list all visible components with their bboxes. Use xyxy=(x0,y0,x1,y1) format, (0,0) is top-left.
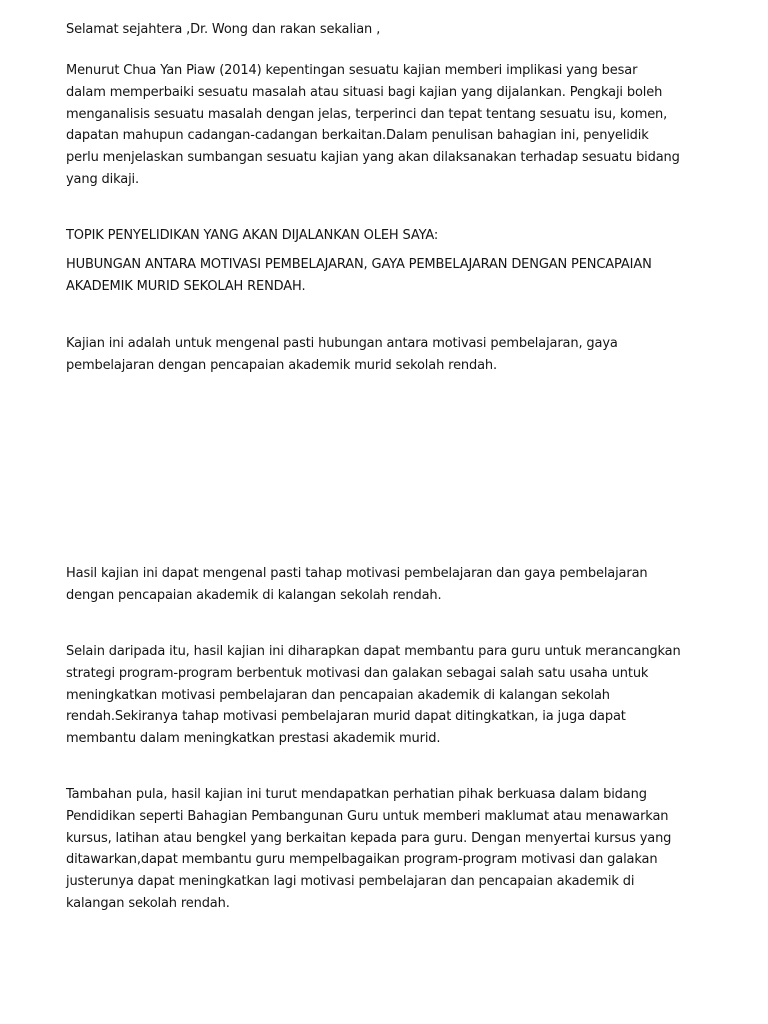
greeting-line: Selamat sejahtera ,Dr. Wong dan rakan sekalian ‚ xyxy=(66,22,381,37)
intro-line: yang dikaji. xyxy=(66,171,139,187)
findings-line: dengan pencapaian akademik di kalangan sekolah rendah. xyxy=(66,587,442,603)
intro-line: menganalisis sesuatu masalah dengan jelas, terperinci dan tepat tentang sesuatu isu, komen, xyxy=(66,106,668,122)
topic-title xyxy=(66,254,706,298)
teachers-line: meningkatkan motivasi pembelajaran dan pencapaian akademik di kalangan sekolah xyxy=(66,687,610,703)
topic-title-line: HUBUNGAN ANTARA MOTIVASI PEMBELAJARAN, GAYA PEMBELAJARAN DENGAN PENCAPAIAN xyxy=(66,257,652,272)
authorities-line: Tambahan pula, hasil kajian ini turut mendapatkan perhatian pihak berkuasa dalam bidang xyxy=(66,787,647,802)
purpose-paragraph xyxy=(66,333,706,377)
authorities-line: ditawarkan,dapat membantu guru mempelbagaikan program-program motivasi dan galakan xyxy=(66,852,658,868)
topic-heading xyxy=(66,225,706,247)
intro-line: Menurut Chua Yan Piaw (2014) kepentingan sesuatu kajian memberi implikasi yang besar xyxy=(66,63,638,78)
authorities-line: justerunya dapat meningkatkan lagi motivasi pembelajaran dan pencapaian akademik di xyxy=(66,874,635,890)
purpose-line: Kajian ini adalah untuk mengenal pasti hubungan antara motivasi pembelajaran, gaya xyxy=(66,336,618,351)
authorities-line: Pendidikan seperti Bahagian Pembangunan Guru untuk memberi maklumat atau menawarkan xyxy=(66,808,669,824)
authorities-line: kalangan sekolah rendah. xyxy=(66,895,230,911)
authorities-paragraph xyxy=(66,784,706,915)
topic-title-line: AKADEMIK MURID SEKOLAH RENDAH. xyxy=(66,278,306,294)
teachers-line: rendah.Sekiranya tahap motivasi pembelajaran murid dapat ditingkatkan, ia juga dapat xyxy=(66,709,626,725)
findings-line: Hasil kajian ini dapat mengenal pasti tahap motivasi pembelajaran dan gaya pembelajaran xyxy=(66,566,648,581)
intro-line: perlu menjelaskan sumbangan sesuatu kajian yang akan dilaksanakan terhadap sesuatu bidang xyxy=(66,150,680,166)
authorities-line: kursus, latihan atau bengkel yang berkaitan kepada para guru. Dengan menyertai kursus yang xyxy=(66,830,672,846)
intro-line: dapatan mahupun cadangan-cadangan berkaitan.Dalam penulisan bahagian ini, penyelidik xyxy=(66,128,649,144)
intro-paragraph xyxy=(66,60,706,191)
teachers-paragraph xyxy=(66,641,706,750)
findings-paragraph xyxy=(66,563,706,607)
topic-heading-line: TOPIK PENYELIDIKAN YANG AKAN DIJALANKAN OLEH SAYA: xyxy=(66,228,439,243)
greeting-paragraph xyxy=(66,19,706,41)
purpose-line: pembelajaran dengan pencapaian akademik murid sekolah rendah. xyxy=(66,357,497,373)
teachers-line: Selain daripada itu, hasil kajian ini diharapkan dapat membantu para guru untuk merancangkan xyxy=(66,644,681,659)
teachers-line: membantu dalam meningkatkan prestasi akademik murid. xyxy=(66,731,441,747)
teachers-line: strategi program-program berbentuk motivasi dan galakan sebagai salah satu usaha untuk xyxy=(66,665,649,681)
intro-line: dalam memperbaiki sesuatu masalah atau situasi bagi kajian yang dijalankan. Pengkaji boleh xyxy=(66,84,663,100)
